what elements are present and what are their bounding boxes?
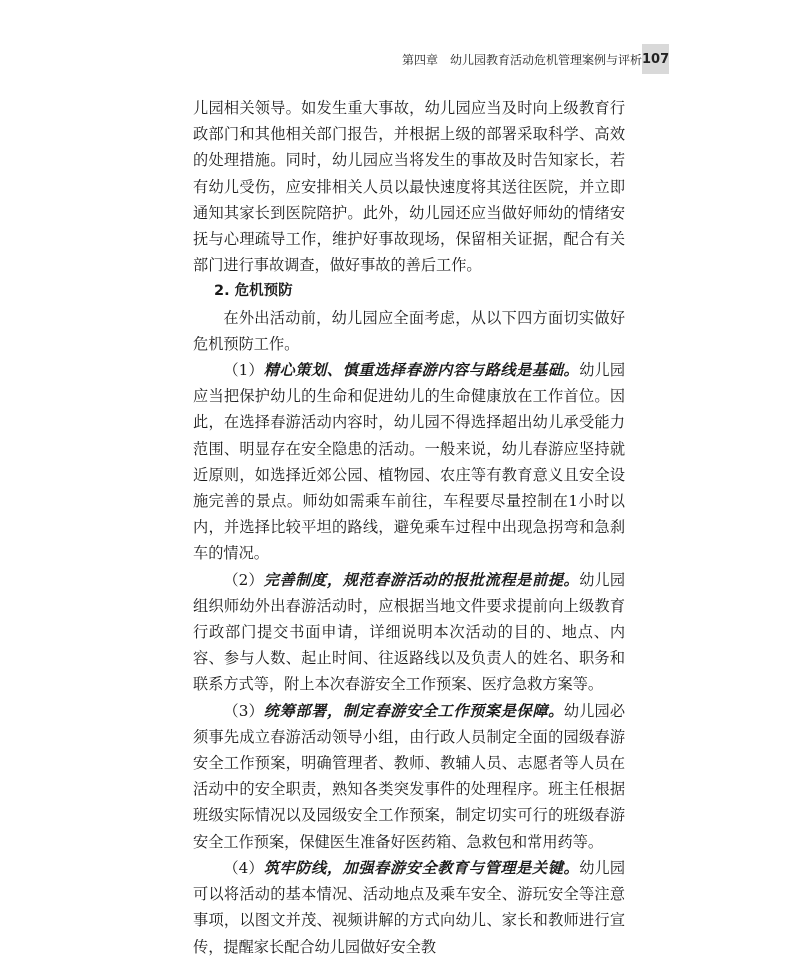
item-number: （4） (223, 858, 264, 877)
chapter-title: 第四章 幼儿园教育活动危机管理案例与评析 (402, 52, 643, 67)
item-lead: 统筹部署，制定春游安全工作预案是保障。 (263, 701, 564, 720)
body-text (193, 95, 625, 960)
paragraph-item-1 (193, 357, 625, 567)
item-body: 幼儿园组织师幼外出春游活动时，应根据当地文件要求提前向上级教育行政部门提交书面申请，详细说明本次活动的目的、地点、内容、参与人数、起止时间、往返路线以及负责人的姓名、职务和联系方式等，附上本次春游安全工作预案、医疗急救方案等。 (193, 570, 626, 694)
paragraph-item-4 (193, 855, 625, 960)
item-lead: 完善制度，规范春游活动的报批流程是前提。 (263, 570, 580, 589)
running-header (396, 44, 670, 74)
item-number: （2） (223, 570, 264, 589)
paragraph-intro: 在外出活动前，幼儿园应全面考虑，从以下四方面切实做好危机预防工作。 (193, 308, 625, 353)
item-body: 幼儿园可以将活动的基本情况、活动地点及乘车安全、游玩安全等注意事项，以图文并茂、视频讲解的方式向幼儿、家长和教师进行宣传，提醒家长配合幼儿园做好安全教 (193, 858, 626, 956)
item-lead: 筑牢防线，加强春游安全教育与管理是关键。 (263, 858, 580, 877)
item-body: 幼儿园应当把保护幼儿的生命和促进幼儿的生命健康放在工作首位。因此，在选择春游活动内容时，幼儿园不得选择超出幼儿承受能力范围、明显存在安全隐患的活动。一般来说，幼儿春游应坚持就近原则，如选择近郊公园、植物园、农庄等有教育意义且安全设施完善的景点。师幼如需乘车前往，车程要尽量控制在1小时以内，并选择比较平坦的路线，避免乘车过程中出现急拐弯和急刹车的情况。 (193, 361, 626, 563)
page-number: 107 (642, 44, 669, 74)
item-body: 幼儿园必须事先成立春游活动领导小组，由行政人员制定全面的园级春游安全工作预案，明确管理者、教师、教辅人员、志愿者等人员在活动中的安全职责，熟知各类突发事件的处理程序。班主任根据班级实际情况以及园级安全工作预案，制定切实可行的班级春游安全工作预案，保健医生准备好医药箱、急救包和常用药等。 (193, 701, 626, 851)
item-number: （1） (223, 361, 264, 380)
item-lead: 精心策划、慎重选择春游内容与路线是基础。 (263, 361, 580, 380)
paragraph-item-3 (193, 698, 625, 855)
item-number: （3） (223, 701, 264, 720)
section-heading: 2. 危机预防 (214, 283, 293, 300)
paragraph-continued: 儿园相关领导。如发生重大事故，幼儿园应当及时向上级教育行政部门和其他相关部门报告，并根据上级的部署采取科学、高效的处理措施。同时，幼儿园应当将发生的事故及时告知家长，若有幼儿受伤，应安排相关人员以最快速度将其送往医院，并立即通知其家长到医院陪护。此外，幼儿园还应当做好师幼的情绪安抚与心理疏导工作，维护好事故现场，保留相关证据，配合有关部门进行事故调查，做好事故的善后工作。 (193, 99, 625, 275)
paragraph-item-2 (193, 567, 625, 698)
